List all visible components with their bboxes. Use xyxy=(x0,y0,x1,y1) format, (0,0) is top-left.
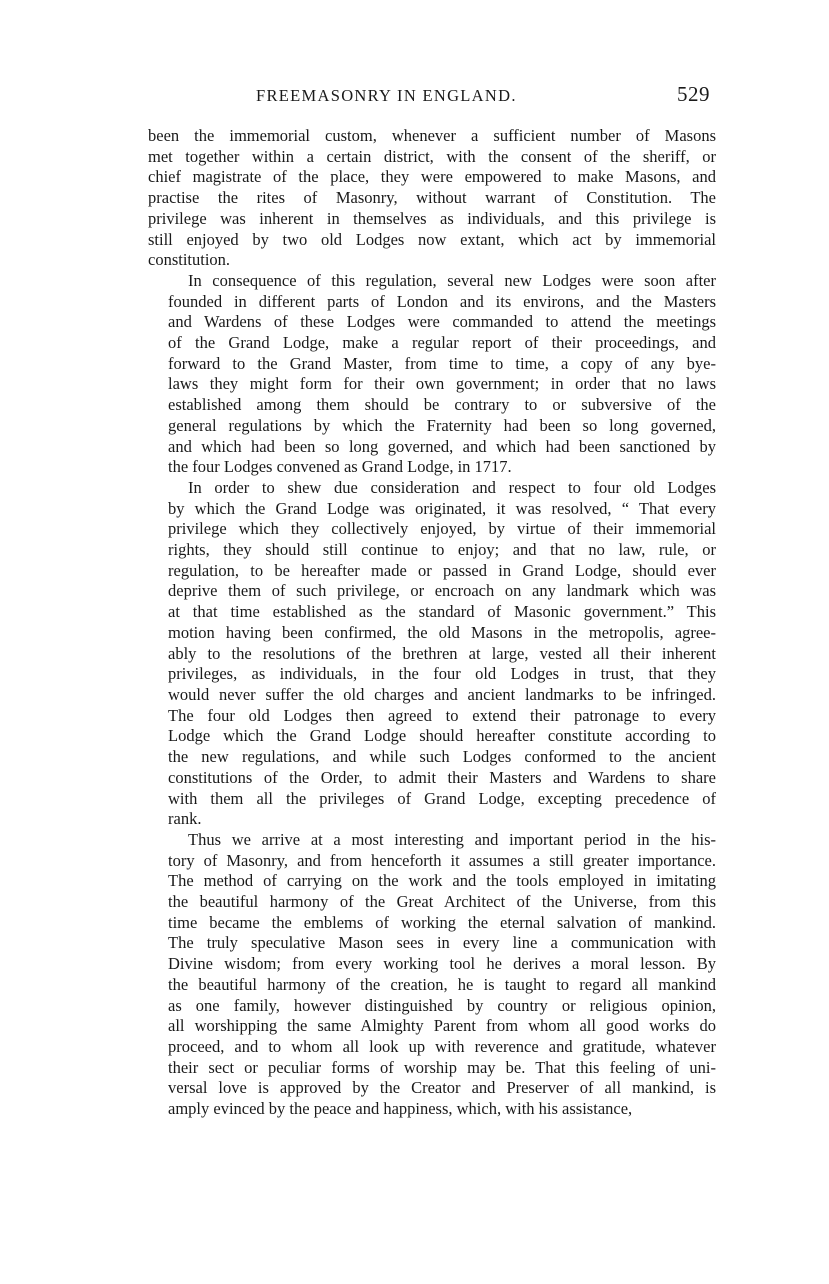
text-line: Divine wisdom; from every working tool he derives a moral lesson. By xyxy=(168,954,716,974)
text-line: deprive them of such privilege, or encroach on any landmark which was xyxy=(168,581,716,601)
book-page xyxy=(148,82,716,1120)
text-line: and Wardens of these Lodges were commanded to attend the meetings xyxy=(168,312,716,332)
text-line: privilege which they collectively enjoyed, by virtue of their immemorial xyxy=(168,519,716,539)
text-line: the new regulations, and while such Lodges conformed to the ancient xyxy=(168,747,716,767)
text-line: forward to the Grand Master, from time to time, a copy of any bye- xyxy=(168,353,716,373)
text-line: The four old Lodges then agreed to extend their patronage to every xyxy=(168,705,716,725)
text-line: Thus we arrive at a most interesting and important period in the his- xyxy=(188,829,716,849)
text-line: all worshipping the same Almighty Parent from whom all good works do xyxy=(168,1016,716,1036)
text-line: In consequence of this regulation, several new Lodges were soon after xyxy=(188,270,716,290)
text-line: rights, they should still continue to enjoy; and that no law, rule, or xyxy=(168,540,716,560)
text-line: practise the rites of Masonry, without warrant of Constitution. The xyxy=(148,188,716,208)
text-line: laws they might form for their own government; in order that no laws xyxy=(168,374,716,394)
text-line: tory of Masonry, and from henceforth it assumes a still greater importance. xyxy=(168,850,716,870)
page-number: 529 xyxy=(677,82,710,106)
text-line: constitutions of the Order, to admit their Masters and Wardens to share xyxy=(168,767,716,787)
text-line: at that time established as the standard of Masonic government.” This xyxy=(168,602,716,622)
text-line: time became the emblems of working the eternal salvation of mankind. xyxy=(168,912,716,932)
text-line: general regulations by which the Fraternity had been so long governed, xyxy=(168,415,716,435)
text-line: chief magistrate of the place, they were empowered to make Masons, and xyxy=(148,167,716,187)
text-line: the beautiful harmony of the Great Architect of the Universe, from this xyxy=(168,892,716,912)
paragraph xyxy=(148,830,716,1120)
text-line: established among them should be contrary to or subversive of the xyxy=(168,395,716,415)
text-line: constitution. xyxy=(148,250,231,270)
text-line: would never suffer the old charges and ancient landmarks to be infringed. xyxy=(168,684,716,704)
text-line: In order to shew due consideration and respect to four old Lodges xyxy=(188,477,716,497)
text-line: ably to the resolutions of the brethren at large, vested all their inherent xyxy=(168,643,716,663)
running-head xyxy=(148,82,716,112)
text-line: of the Grand Lodge, make a regular report of their proceedings, and xyxy=(168,333,716,353)
text-line: amply evinced by the peace and happiness, which, with his assistance, xyxy=(168,1099,633,1119)
text-line: and which had been so long governed, and which had been sanctioned by xyxy=(168,436,716,456)
text-line: founded in different parts of London and its environs, and the Masters xyxy=(168,291,716,311)
text-line: as one family, however distinguished by country or religious opinion, xyxy=(168,995,716,1015)
text-line: with them all the privileges of Grand Lodge, excepting precedence of xyxy=(168,788,716,808)
text-line: Lodge which the Grand Lodge should hereafter constitute according to xyxy=(168,726,716,746)
text-line: privilege was inherent in themselves as individuals, and this privilege is xyxy=(148,208,716,228)
text-line: versal love is approved by the Creator and Preserver of all mankind, is xyxy=(168,1078,716,1098)
paragraph xyxy=(148,478,716,830)
text-line: the four Lodges convened as Grand Lodge, in 1717. xyxy=(168,457,512,477)
paragraph xyxy=(148,271,716,478)
text-line: the beautiful harmony of the creation, he is taught to regard all mankind xyxy=(168,974,716,994)
text-line: The truly speculative Mason sees in every line a communication with xyxy=(168,933,716,953)
text-line: by which the Grand Lodge was originated, it was resolved, “ That every xyxy=(168,498,716,518)
text-line: motion having been confirmed, the old Masons in the metropolis, agree- xyxy=(168,622,716,642)
body-text xyxy=(148,126,716,1120)
text-line: proceed, and to whom all look up with reverence and gratitude, whatever xyxy=(168,1036,716,1056)
text-line: rank. xyxy=(168,809,202,829)
text-line: privileges, as individuals, in the four old Lodges in trust, that they xyxy=(168,664,716,684)
running-title: FREEMASONRY IN ENGLAND. xyxy=(256,86,517,105)
text-line: still enjoyed by two old Lodges now extant, which act by immemorial xyxy=(148,229,716,249)
text-line: their sect or peculiar forms of worship may be. That this feeling of uni- xyxy=(168,1057,716,1077)
text-line: been the immemorial custom, whenever a sufficient number of Masons xyxy=(148,126,716,145)
paragraph xyxy=(148,126,716,271)
text-line: met together within a certain district, with the consent of the sheriff, or xyxy=(148,146,716,166)
text-line: The method of carrying on the work and the tools employed in imitating xyxy=(168,871,716,891)
text-line: regulation, to be hereafter made or passed in Grand Lodge, should ever xyxy=(168,560,716,580)
